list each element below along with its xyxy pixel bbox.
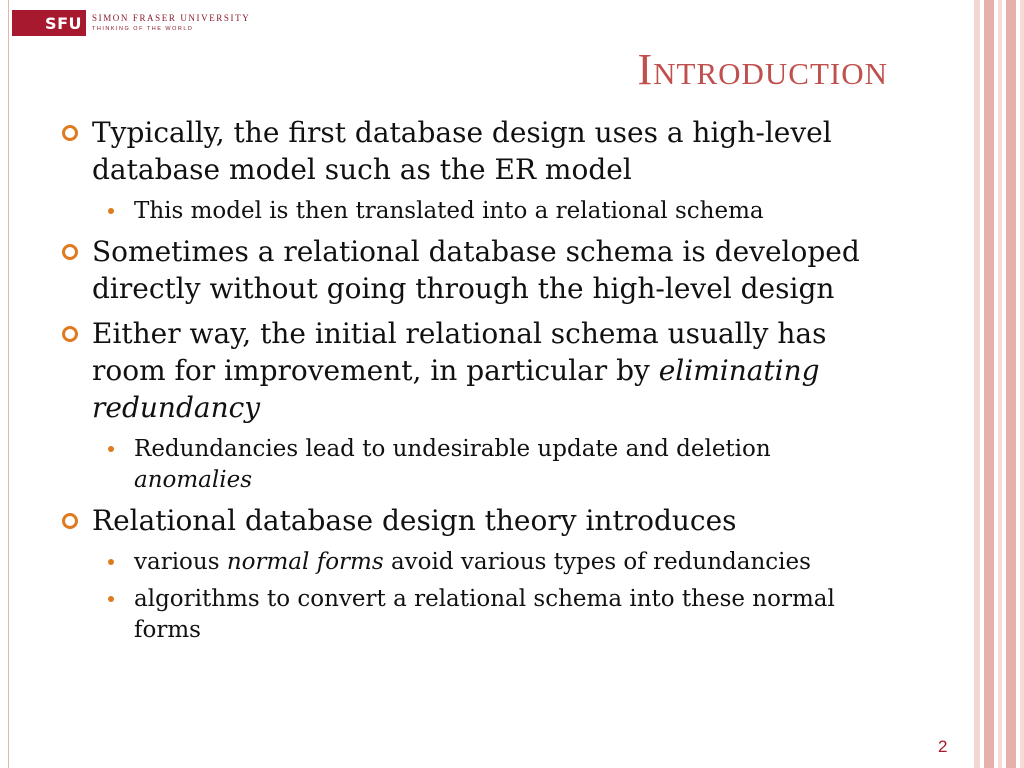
bullet-text: Sometimes a relational database schema is developed directly without going through the high-level design (92, 235, 860, 305)
sub-bullet-item (62, 584, 892, 646)
page-number: 2 (938, 737, 948, 756)
slide-content (62, 114, 892, 652)
logo-sub-text: THINKING OF THE WORLD (92, 25, 194, 32)
right-decorative-stripes (974, 0, 1024, 768)
emphasis-text: eliminating redundancy (92, 354, 820, 424)
slide-title: Introduction (637, 45, 888, 94)
logo-box: SFU (12, 10, 86, 36)
sub-bullet-item (62, 434, 892, 496)
stripe (1006, 0, 1016, 768)
bullet-item (62, 502, 892, 539)
sub-bullet-item (62, 196, 892, 227)
bullet-item (62, 114, 892, 188)
stripe (1020, 0, 1024, 768)
sub-bullet-text: avoid various types of redundancies (383, 549, 811, 575)
ring-bullet-icon (62, 326, 78, 342)
sub-bullet-text: various (134, 549, 227, 575)
left-border-line (8, 0, 9, 768)
bullet-text: Relational database design theory introduces (92, 504, 737, 537)
emphasis-text: normal forms (226, 549, 384, 575)
bullet-text: Typically, the first database design uses a high-level database model such as the ER model (92, 116, 832, 186)
sub-bullet-item (62, 547, 892, 578)
bullet-item (62, 233, 892, 307)
bullet-item (62, 315, 892, 426)
ring-bullet-icon (62, 513, 78, 529)
sub-bullet-text: This model is then translated into a relational schema (134, 198, 764, 224)
bullet-text: Either way, the initial relational schema usually has room for improvement, in particular by (92, 317, 827, 387)
logo-text (92, 14, 250, 33)
emphasis-text: anomalies (134, 467, 253, 493)
dot-bullet-icon (108, 208, 114, 214)
ring-bullet-icon (62, 244, 78, 260)
sub-bullet-text: Redundancies lead to undesirable update and deletion (134, 436, 771, 462)
dot-bullet-icon (108, 596, 114, 602)
stripe (984, 0, 994, 768)
stripe (998, 0, 1002, 768)
logo-main-text: SIMON FRASER UNIVERSITY (92, 12, 251, 23)
ring-bullet-icon (62, 125, 78, 141)
sub-bullet-text: algorithms to convert a relational schema into these normal forms (134, 586, 835, 643)
sfu-logo (12, 10, 250, 36)
dot-bullet-icon (108, 446, 114, 452)
stripe (974, 0, 980, 768)
dot-bullet-icon (108, 559, 114, 565)
